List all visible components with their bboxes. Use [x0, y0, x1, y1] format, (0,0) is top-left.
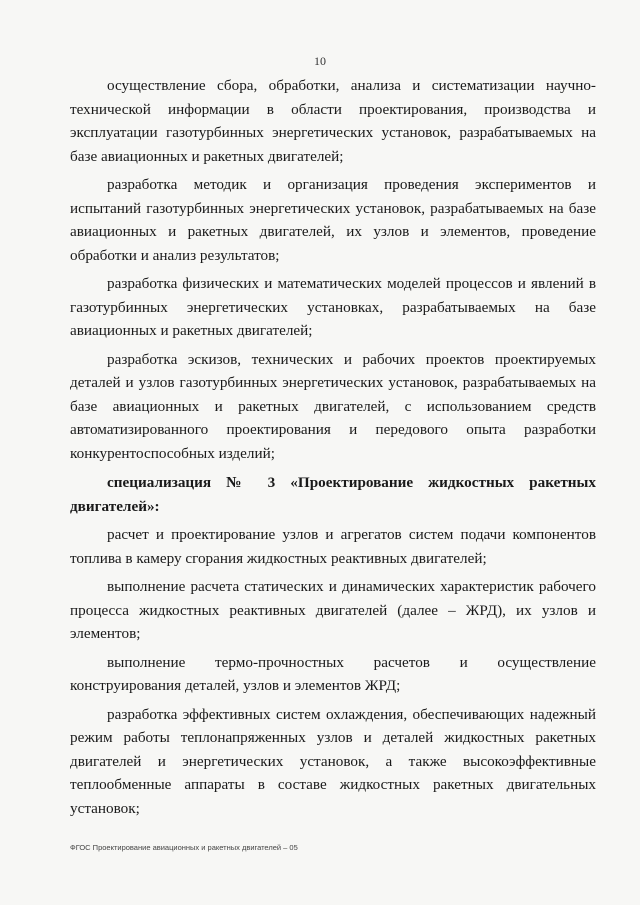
- page-footer: ФГОС Проектирование авиационных и ракетных двигателей – 05: [70, 843, 298, 852]
- paragraph: выполнение расчета статических и динамических характеристик рабочего процесса жидкостных реактивных двигателей (далее – ЖРД), их узлов и элементов;: [70, 578, 596, 642]
- paragraph: осуществление сбора, обработки, анализа и систематизации научно-технической информации в области проектирования, производства и эксплуатации газотурбинных энергетических установок, разрабатываемых на базе авиационных и ракетных двигателей;: [70, 77, 596, 165]
- paragraph: разработка методик и организация проведения экспериментов и испытаний газотурбинных энергетических установок, разрабатываемых на базе авиационных и ракетных двигателей, их узлов и элементов, проведение обработки и анализ результатов;: [70, 176, 596, 264]
- paragraph: выполнение термо-прочностных расчетов и осуществление конструирования деталей, узлов и элементов ЖРД;: [70, 653, 596, 694]
- paragraph: разработка эффективных систем охлаждения, обеспечивающих надежный режим работы теплонапряженных узлов и деталей жидкостных ракетных двигателей и энергетических установок, а также высокоэффективные теплообменные аппараты в составе жидкостных ракетных двигательных установок;: [70, 705, 596, 817]
- page-number: 10: [314, 54, 326, 68]
- specialization-heading: специализация № 3 «Проектирование жидкостных ракетных двигателей»:: [70, 474, 596, 515]
- paragraph: расчет и проектирование узлов и агрегатов систем подачи компонентов топлива в камеру сгорания жидкостных реактивных двигателей;: [70, 526, 596, 567]
- document-body: [70, 74, 596, 825]
- paragraph: разработка эскизов, технических и рабочих проектов проектируемых деталей и узлов газотурбинных энергетических установок, разрабатываемых на базе авиационных и ракетных двигателей, с использованием средств автоматизированного проектирования и передового опыта разработки конкурентоспособных изделий;: [70, 350, 596, 462]
- paragraph: разработка физических и математических моделей процессов и явлений в газотурбинных энергетических установках, разрабатываемых на базе авиационных и ракетных двигателей;: [70, 275, 596, 339]
